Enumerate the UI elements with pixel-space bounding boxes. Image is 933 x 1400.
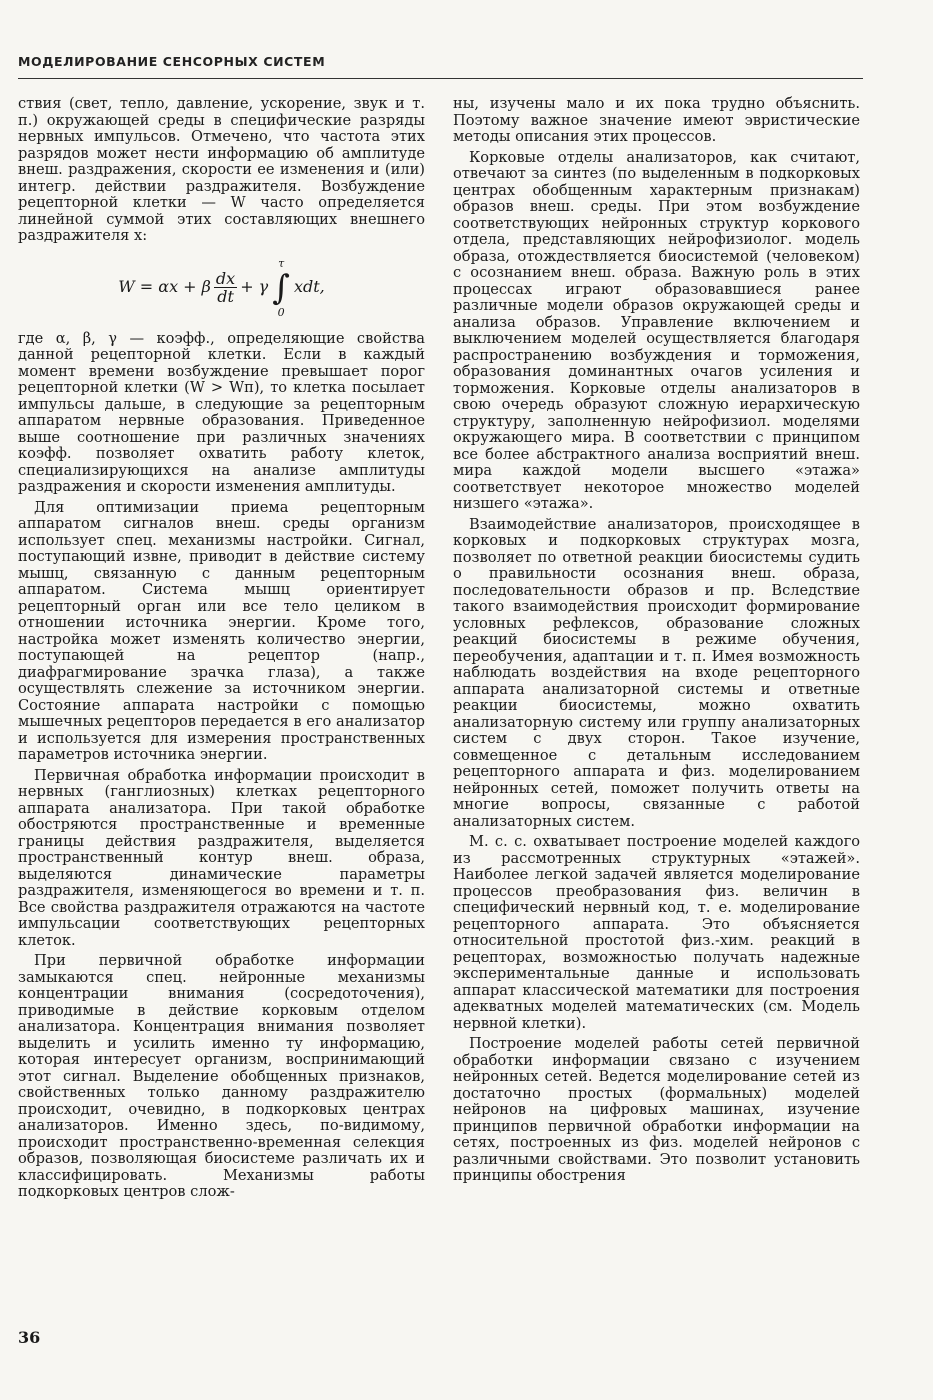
fraction-denominator: dt [217, 287, 234, 306]
right-column [453, 96, 860, 1185]
left-paragraph-1: ствия (свет, тепло, давление, ускорение, звук и т. п.) окружающей среды в специфические разряды нервных импульсов. Отмечено, что частота этих разрядов может нести информацию об амплитуде внеш. раздражения, скорости ее изменения и (или) интегр. действии раздражителя. Возбуждение рецепторной клетки — W часто определяется линейной суммой этих составляющих внешнего раздражителя x: [18, 95, 425, 244]
fraction-numerator: dx [215, 269, 236, 288]
formula-lhs: W = αx + β [118, 277, 211, 297]
right-paragraph-3: Взаимодействие анализаторов, происходящее в корковых и подкорковых структурах мозга, позволяет по ответной реакции биосистемы судить о правильности осознания внеш. образа, последовательности образов и пр. Вследствие такого взаимодействия происходит формирование условных рефлексов, образование сложных реакций биосистемы в режиме обучения, переобучения, адаптации и т. п. Имея возможность наблюдать воздействия на входе рецепторного аппарата анализаторной системы и ответные реакции биосистемы, можно охватить анализаторную систему или группу анализаторных систем с двух сторон. Такое изучение, совмещенное с детальным исследованием рецепторного аппарата и физ. моделированием нейронных сетей, поможет получить ответы на многие вопросы, связанные с работой анализаторных систем. [453, 515, 860, 830]
left-column [18, 96, 425, 1201]
integral-upper-limit: τ [278, 256, 285, 270]
integral-sign [272, 258, 290, 318]
formula-gamma-term: + γ [240, 277, 269, 297]
left-paragraph-3: Для оптимизации приема рецепторным аппаратом сигналов внеш. среды организм использует спец. механизмы настройки. Сигнал, поступающий извне, приводит в действие систему мышц, связанную с данным рецепторным аппаратом. Система мышц ориентирует рецепторный орган или все тело целиком в отношении источника энергии. Кроме того, настройка может изменять количество энергии, поступающей на рецептор (напр., диафрагмирование зрачка глаза), а также осуществлять слежение за источником энергии. Состояние аппарата настройки с помощью мышечных рецепторов передается в его анализатор и используется для измерения пространственных параметров источника энергии. [18, 498, 425, 763]
integral-symbol: ∫ [272, 267, 290, 308]
left-paragraph-5: При первичной обработке информации замыкаются спец. нейронные механизмы концентрации внимания (сосредоточения), приводимые в действие корковым отделом анализатора. Концентрация внимания позволяет выделить и усилить именно ту информацию, которая интересует организм, воспринимающий этот сигнал. Выделение обобщенных признаков, свойственных только данному раздражителю происходит, очевидно, в подкорковых центрах анализаторов. Именно здесь, по-видимому, происходит пространственно-временная селекция образов, позволяющая биосистеме различать их и классифицировать. Механизмы работы подкорковых центров слож- [18, 952, 425, 1200]
right-paragraph-2: Корковые отделы анализаторов, как считают, отвечают за синтез (по выделенным в подкорковых центрах обобщенным характерным признакам) образов внеш. среды. При этом возбуждение соответствующих нейронных структур коркового отдела, представляющих нейрофизиолог. модель образа, отождествляется биосистемой (человеком) с осознанием внеш. образа. Важную роль в этих процессах играют образовавшиеся ранее различные модели образов окружающей среды и анализа образов. Управление включением и выключением моделей осуществляется благодаря распространению возбуждения и торможения, образования доминантных очагов усиления и торможения. Корковые отделы анализаторов в свою очередь образуют сложную иерархическую структуру, заполненную нейрофизиол. моделями окружающего мира. В соответствии с принципом все более абстрактного анализа восприятий внеш. мира каждой модели высшего «этажа» соответствует некоторое множество моделей низшего «этажа». [453, 148, 860, 512]
right-paragraph-1: ны, изучены мало и их пока трудно объяснить. Поэтому важное значение имеют эвристические методы описания этих процессов. [453, 95, 860, 145]
formula-fraction [214, 270, 237, 305]
integral-lower-limit: 0 [277, 305, 285, 319]
running-header: МОДЕЛИРОВАНИЕ СЕНСОРНЫХ СИСТЕМ [18, 54, 326, 69]
left-paragraph-4: Первичная обработка информации происходит в нервных (ганглиозных) клетках рецепторного аппарата анализатора. При такой обработке обостряются пространственные и временные границы действия раздражителя, выделяется пространственный контур внеш. образа, выделяются динамические параметры раздражителя, изменяющегося во времени и т. п. Все свойства раздражителя отражаются на частоте импульсации соответствующих рецепторных клеток. [18, 766, 425, 949]
header-rule [18, 78, 863, 79]
page-number: 36 [18, 1328, 41, 1347]
right-paragraph-4: М. с. с. охватывает построение моделей каждого из рассмотренных структурных «этажей». Наиболее легкой задачей является моделирование процессов преобразования физ. величин в специфический нервный код, т. е. моделирование рецепторного аппарата. Это объясняется относительной простотой физ.-хим. реакций в рецепторах, возможностью получать надежные экспериментальные данные и использовать аппарат классической математики для построения адекватных моделей математических (см. Модель нервной клетки). [453, 833, 860, 1032]
formula-integrand: xdt, [293, 277, 325, 297]
left-paragraph-2: где α, β, γ — коэфф., определяющие свойства данной рецепторной клетки. Если в каждый момент времени возбуждение превышает порог рецепторной клетки (W > Wп), то клетка посылает импульсы дальше, в следующие за рецепторным аппаратом нервные образования. Приведенное выше соотношение при различных значениях коэфф. позволяет охватить работу клеток, специализирующихся на анализе амплитуды раздражения и скорости изменения амплитуды. [18, 329, 425, 495]
formula [18, 247, 425, 329]
right-paragraph-5: Построение моделей работы сетей первичной обработки информации связано с изучением нейронных сетей. Ведется моделирование сетей из достаточно простых (формальных) моделей нейронов на цифровых машинах, изучение принципов первичной обработки информации на сетях, построенных из физ. моделей нейронов с различными свойствами. Это позволит установить принципы обострения [453, 1035, 860, 1184]
